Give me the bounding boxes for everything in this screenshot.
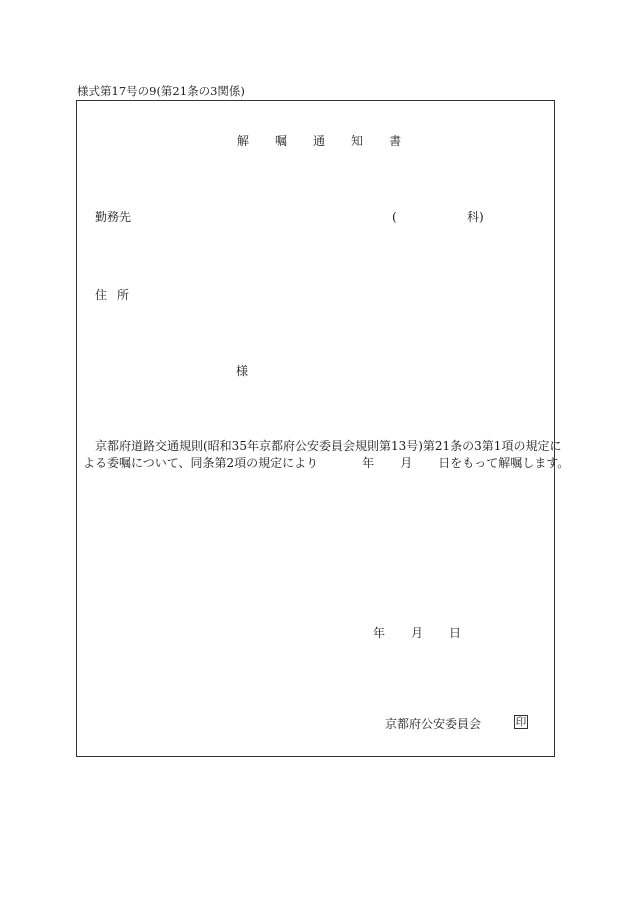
department-suffix: 科) — [467, 210, 484, 224]
issue-date — [373, 626, 461, 640]
seal-mark: 印 — [515, 716, 527, 728]
honorific-sama: 様 — [236, 364, 249, 378]
date-month: 月 — [411, 626, 424, 640]
title-char: 嘱 — [275, 134, 288, 148]
title-char: 通 — [313, 134, 326, 148]
body-line-2 — [83, 455, 570, 472]
notice-body — [83, 438, 570, 472]
body-year: 年 — [362, 456, 375, 470]
body-line-2-prefix: よる委嘱について、同条第2項の規定により — [83, 456, 319, 470]
body-month: 月 — [400, 456, 413, 470]
title-char: 解 — [237, 134, 250, 148]
form-number: 様式第17号の9(第21条の3関係) — [77, 84, 245, 98]
date-year: 年 — [373, 626, 386, 640]
body-line-2-suffix: 日をもって解嘱します。 — [438, 456, 570, 470]
issuer-name: 京都府公安委員会 — [385, 717, 482, 731]
title-char: 書 — [389, 134, 402, 148]
notice-frame — [76, 100, 570, 757]
address-label: 住所 — [95, 288, 140, 302]
body-line-1: 京都府道路交通規則(昭和35年京都府公安委員会規則第13号)第21条の3第1項の規定に — [95, 439, 562, 453]
workplace-label: 勤務先 — [95, 210, 132, 224]
date-day: 日 — [449, 626, 462, 640]
department-open-paren: ( — [392, 210, 397, 224]
title-char: 知 — [351, 134, 364, 148]
document-title — [237, 134, 401, 148]
